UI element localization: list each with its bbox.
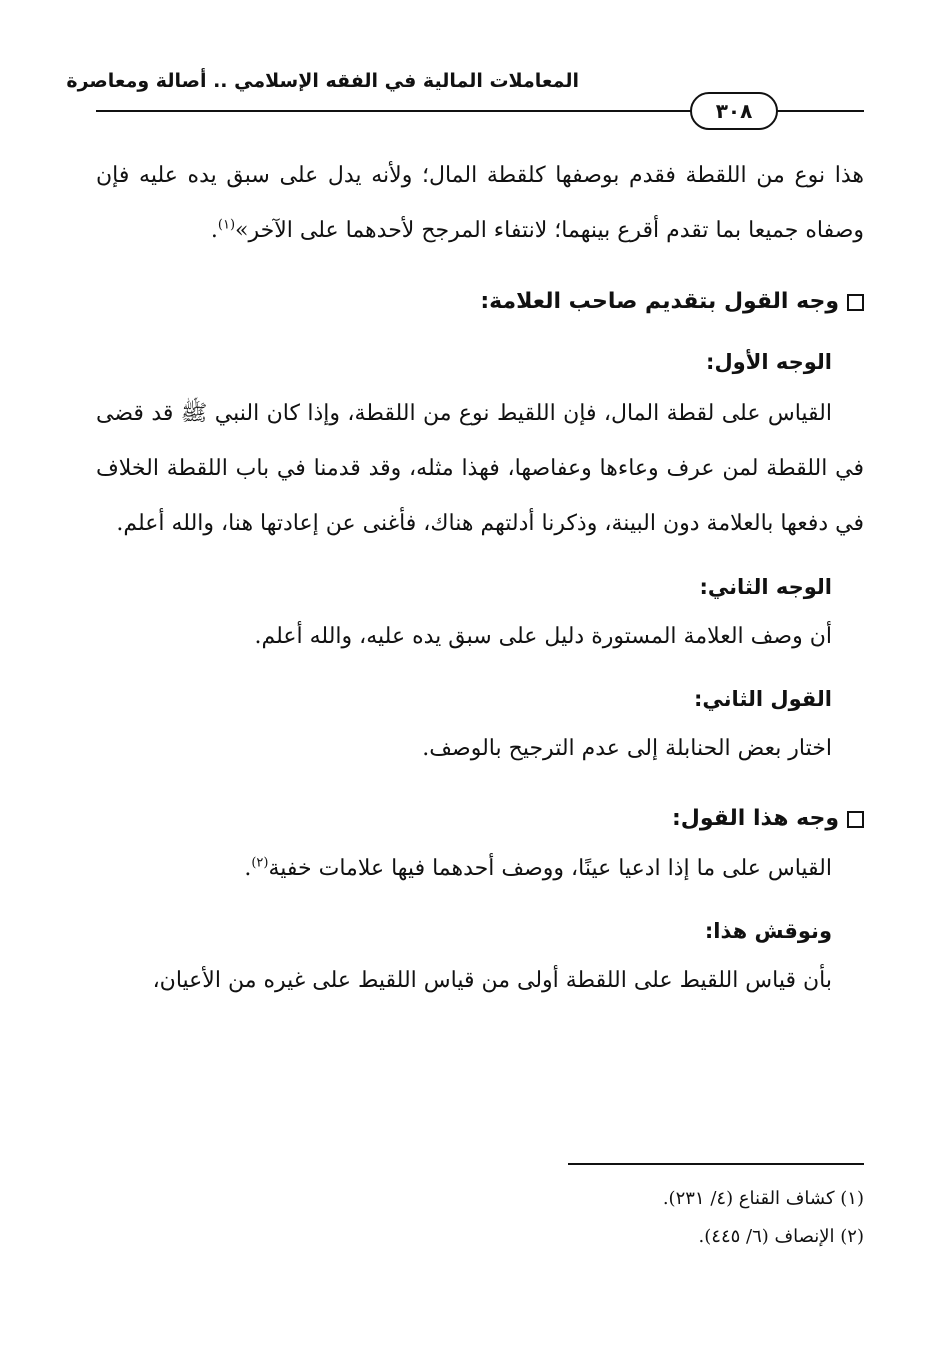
paragraph-4: اختار بعض الحنابلة إلى عدم الترجيح بالوصف.	[422, 736, 832, 761]
paragraph-5	[96, 843, 864, 895]
footnote-2: (٢) الإنصاف (٦/ ٤٤٥).	[698, 1226, 864, 1247]
subheading-discussion: ونوقش هذا:	[704, 919, 832, 943]
square-bullet-icon	[847, 811, 864, 828]
square-bullet-icon	[847, 294, 864, 311]
main-text	[96, 148, 864, 1007]
footnote-1: (١) كشاف القناع (٤/ ٢٣١).	[662, 1188, 864, 1209]
subheading-second-opinion: القول الثاني:	[694, 687, 832, 711]
footnote-rule	[568, 1163, 864, 1165]
paragraph-2: القياس على لقطة المال، فإن اللقيط نوع من اللقطة، وإذا كان النبي ﷺ قد قضى في اللقطة لمن عرف وعاءها وعفاصها، فهذا مثله، وقد قدمنا في باب اللقطة الخلاف في دفعها بالعلامة دون البينة، وذكرنا أدلتهم هناك، فأغنى عن إعادتها هنا، والله أعلم.	[96, 401, 864, 536]
section-heading-2-text: وجه هذا القول:	[671, 806, 839, 831]
paragraph-5-text: القياس على ما إذا ادعيا عينًا، ووصف أحدهما فيها علامات خفية	[268, 856, 832, 881]
section-heading-1-text: وجه القول بتقديم صاحب العلامة:	[480, 289, 839, 314]
footnote-ref-2: (٢)	[251, 855, 269, 871]
footnotes	[96, 1180, 864, 1256]
paragraph-3: أن وصف العلامة المستورة دليل على سبق يده عليه، والله أعلم.	[254, 624, 832, 649]
subheading-second-aspect: الوجه الثاني:	[699, 575, 832, 599]
paragraph-1-end: .	[210, 218, 218, 243]
paragraph-5-end: .	[244, 856, 252, 881]
running-header-title: المعاملات المالية في الفقه الإسلامي .. أصالة ومعاصرة	[66, 70, 579, 92]
paragraph-6: بأن قياس اللقيط على اللقطة أولى من قياس اللقيط على غيره من الأعيان،	[152, 968, 832, 993]
footnote-ref-1: (١)	[217, 217, 236, 233]
subheading-first-aspect: الوجه الأول:	[706, 350, 832, 374]
page-number: ٣٠٨	[690, 92, 778, 130]
paragraph-1	[96, 148, 864, 258]
section-heading-1	[96, 278, 864, 326]
section-heading-2	[96, 795, 864, 843]
paragraph-1-text: هذا نوع من اللقطة فقدم بوصفها كلقطة المال؛ ولأنه يدل على سبق يده عليه فإن وصفاه جميعا بما تقدم أقرع بينهما؛ لانتفاء المرجح لأحدهما على الآخر»	[96, 163, 864, 243]
